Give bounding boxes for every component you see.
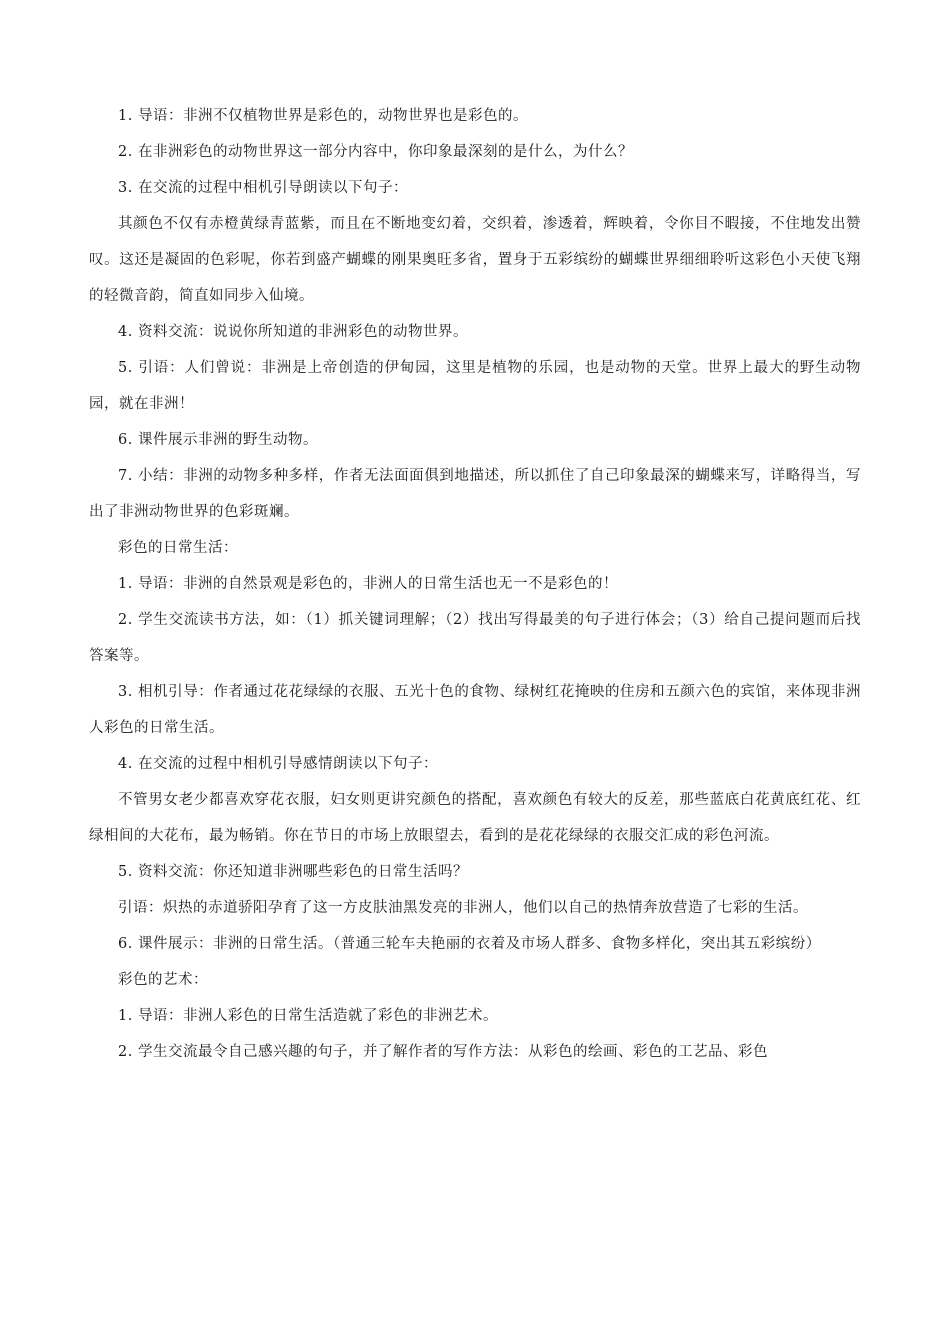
paragraph-3: 3. 在交流的过程中相机引导朗读以下句子： [118,180,408,196]
paragraph-5: 4. 资料交流：说说你所知道的非洲彩色的动物世界。 [118,324,468,340]
paragraph-4: 其颜色不仅有赤橙黄绿青蓝紫，而且在不断地变幻着，交织着，渗透着，辉映着，令你目不暇接，不住地发出赞叹。这还是凝固的色彩呢，你若到盛产蝴蝶的刚果奥旺多省，置身于五彩缤纷的蝴蝶世界细细聆听这彩色小天使飞翔的轻微音韵，简直如同步入仙境。 [89,216,861,304]
paragraph-10: 1. 导语：非洲的自然景观是彩色的，非洲人的日常生活也无一不是彩色的！ [118,576,618,592]
document-page [89,98,861,1070]
paragraph-16: 引语：炽热的赤道骄阳孕育了这一方皮肤油黑发亮的非洲人，他们以自己的热情奔放营造了七彩的生活。 [118,900,808,916]
paragraph-2: 2. 在非洲彩色的动物世界这一部分内容中，你印象最深刻的是什么，为什么？ [118,144,633,160]
paragraph-20: 2. 学生交流最令自己感兴趣的句子，并了解作者的写作方法：从彩色的绘画、彩色的工艺品、彩色 [118,1044,768,1060]
section-heading-daily-life: 彩色的日常生活： [118,540,238,556]
paragraph-8: 7. 小结：非洲的动物多种多样，作者无法面面俱到地描述，所以抓住了自己印象最深的蝴蝶来写，详略得当，写出了非洲动物世界的色彩斑斓。 [89,468,861,520]
paragraph-7: 6. 课件展示非洲的野生动物。 [118,432,318,448]
section-heading-art: 彩色的艺术： [118,972,208,988]
paragraph-11: 2. 学生交流读书方法，如：（1）抓关键词理解；（2）找出写得最美的句子进行体会；（3）给自己提问题而后找答案等。 [89,612,861,664]
paragraph-1: 1. 导语：非洲不仅植物世界是彩色的，动物世界也是彩色的。 [118,108,528,124]
paragraph-6: 5. 引语：人们曾说：非洲是上帝创造的伊甸园，这里是植物的乐园，也是动物的天堂。世界上最大的野生动物园，就在非洲！ [89,360,861,412]
paragraph-19: 1. 导语：非洲人彩色的日常生活造就了彩色的非洲艺术。 [118,1008,498,1024]
paragraph-12: 3. 相机引导：作者通过花花绿绿的衣服、五光十色的食物、绿树红花掩映的住房和五颜六色的宾馆，来体现非洲人彩色的日常生活。 [89,684,861,736]
paragraph-13: 4. 在交流的过程中相机引导感情朗读以下句子： [118,756,438,772]
paragraph-17: 6. 课件展示：非洲的日常生活。（普通三轮车夫艳丽的衣着及市场人群多、食物多样化，突出其五彩缤纷） [118,936,821,952]
paragraph-14: 不管男女老少都喜欢穿花衣服，妇女则更讲究颜色的搭配，喜欢颜色有较大的反差，那些蓝底白花黄底红花、红绿相间的大花布，最为畅销。你在节日的市场上放眼望去，看到的是花花绿绿的衣服交汇成的彩色河流。 [89,792,861,844]
paragraph-15: 5. 资料交流：你还知道非洲哪些彩色的日常生活吗？ [118,864,468,880]
